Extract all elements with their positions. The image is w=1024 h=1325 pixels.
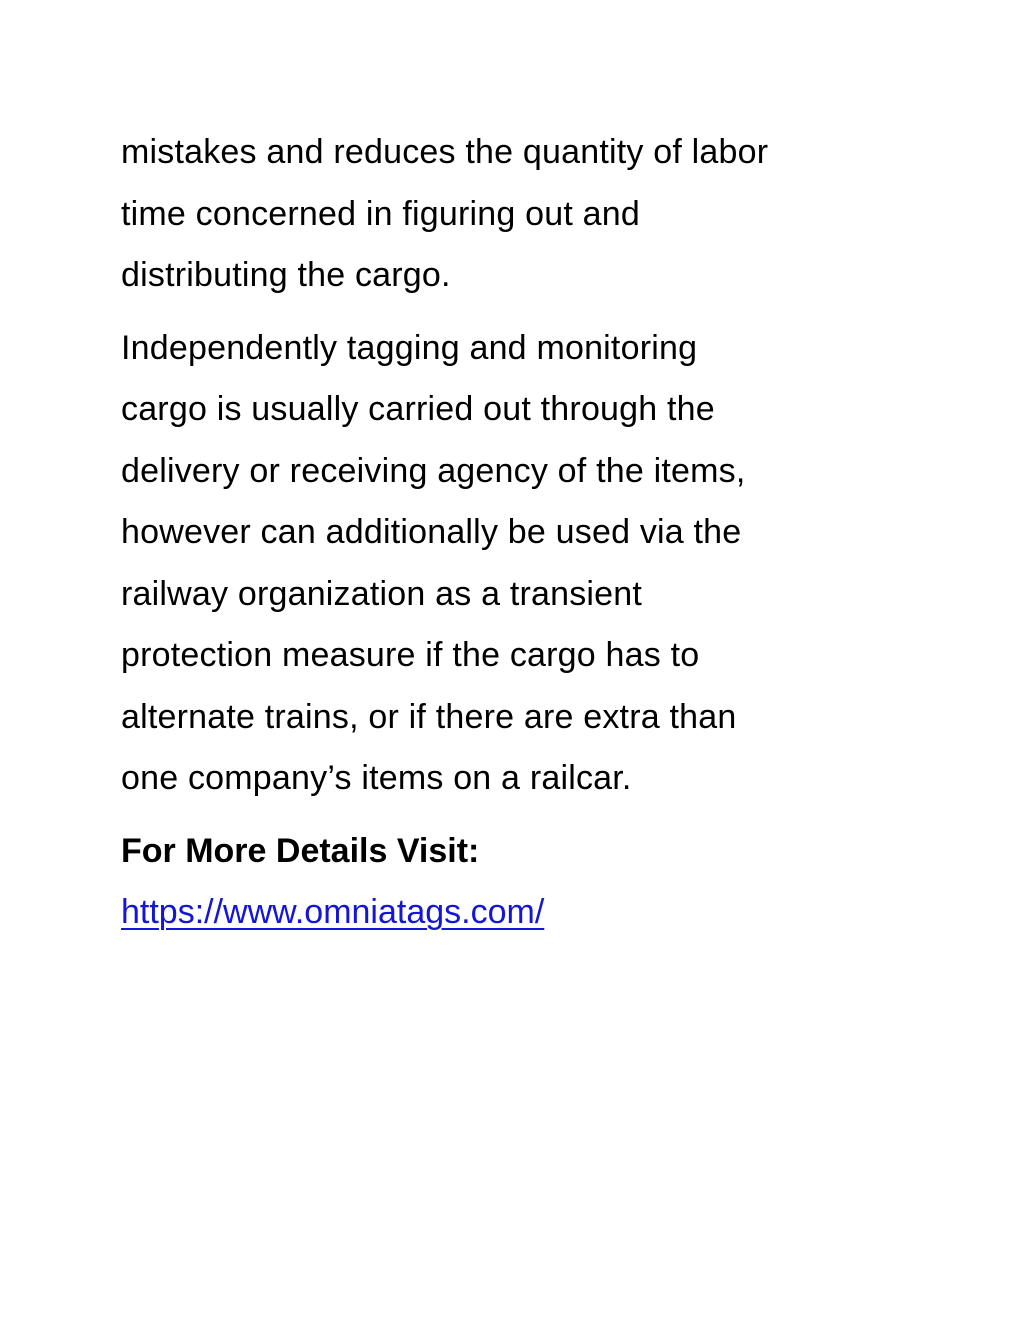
paragraph-line: protection measure if the cargo has to <box>121 636 700 674</box>
paragraph-line: mistakes and reduces the quantity of labor <box>121 133 769 171</box>
paragraph-line: however can additionally be used via the <box>121 513 742 551</box>
paragraph-line: railway organization as a transient <box>121 574 643 613</box>
paragraph-line: one company’s items on a railcar. <box>121 759 632 797</box>
details-heading: For More Details Visit: <box>121 831 480 870</box>
paragraph-line: delivery or receiving agency of the items, <box>121 451 746 490</box>
document-body <box>121 122 901 944</box>
paragraph-line: cargo is usually carried out through the <box>121 390 715 428</box>
paragraph-line: time concerned in figuring out and <box>121 194 641 233</box>
paragraph-1 <box>121 122 901 307</box>
paragraph-line: distributing the cargo. <box>121 256 451 294</box>
website-link[interactable]: https://www.omniatags.com/ <box>121 893 545 931</box>
paragraph-2 <box>121 318 901 810</box>
paragraph-line: alternate trains, or if there are extra than <box>121 697 737 736</box>
paragraph-line: Independently tagging and monitoring <box>121 328 698 367</box>
